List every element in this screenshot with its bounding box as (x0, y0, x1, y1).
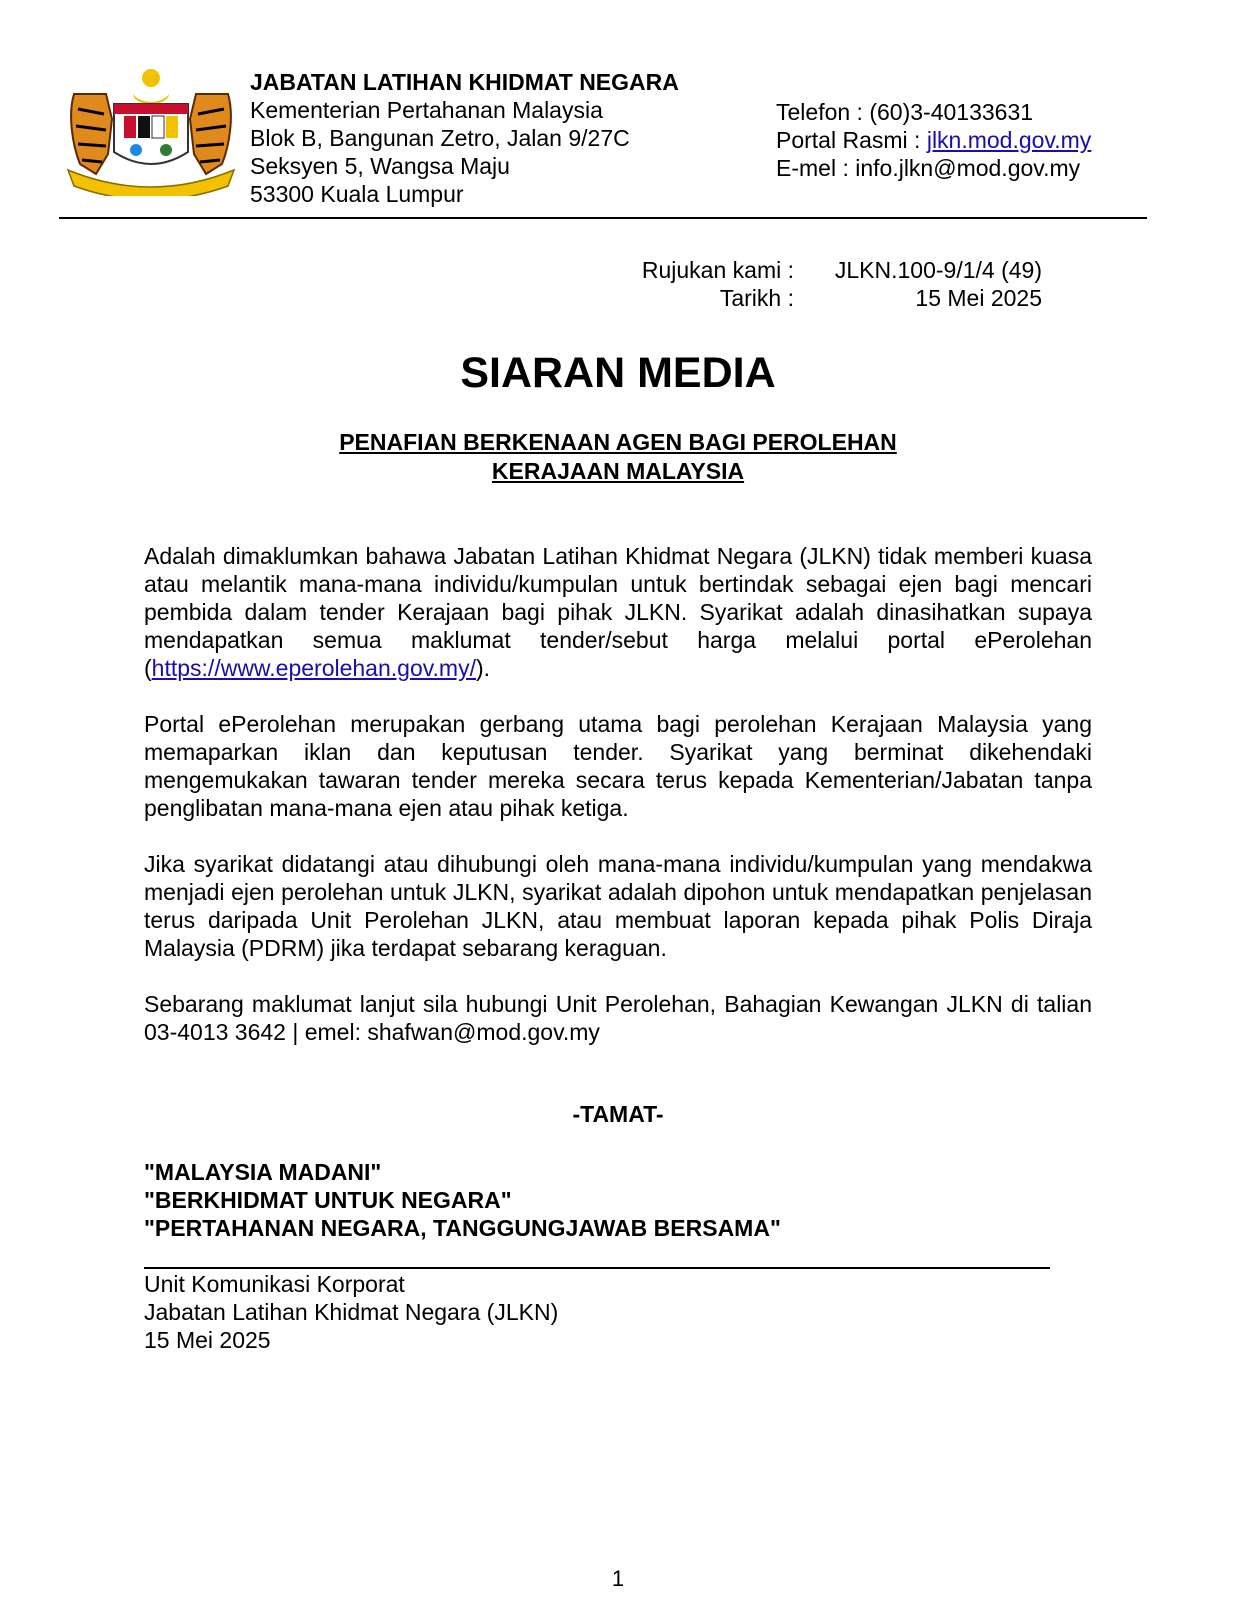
organization-name: JABATAN LATIHAN KHIDMAT NEGARA (250, 69, 679, 95)
email-address: E-mel : info.jlkn@mod.gov.my (776, 155, 1081, 181)
paragraph: Jika syarikat didatangi atau dihubungi oleh mana-mana individu/kumpulan yang mendakwa menjadi ejen perolehan untuk JLKN, syarikat adalah dipohon untuk mendapatkan penjelasan terus daripada Unit Perolehan JLKN, atau membuat laporan kepada pihak Polis Diraja Malaysia (PDRM) jika terdapat sebarang keraguan. (144, 851, 1092, 961)
signature-date: 15 Mei 2025 (144, 1327, 271, 1353)
paragraph-end: ). (475, 655, 491, 681)
coat-of-arms-icon (66, 64, 236, 196)
subtitle-line: KERAJAAN MALAYSIA (491, 458, 745, 484)
page-number: 1 (611, 1566, 625, 1591)
signature-unit: Unit Komunikasi Korporat (144, 1271, 405, 1297)
portal-label: Portal Rasmi : (776, 127, 927, 153)
date-label: Tarikh : (719, 285, 794, 311)
signature-divider (144, 1267, 1050, 1269)
document-subtitle (0, 428, 1236, 486)
address-line: 53300 Kuala Lumpur (250, 181, 464, 207)
subtitle-line: PENAFIAN BERKENAAN AGEN BAGI PEROLEHAN (339, 429, 897, 455)
reference-labels (610, 256, 794, 312)
address-line: Blok B, Bangunan Zetro, Jalan 9/27C (250, 125, 630, 151)
reference-values (806, 256, 1042, 312)
slogans (144, 1158, 781, 1242)
phone-number: Telefon : (60)3-40133631 (776, 99, 1034, 125)
eperolehan-link[interactable]: https://www.eperolehan.gov.my/ (151, 655, 476, 681)
portal-line (776, 126, 1091, 154)
signature-block (144, 1270, 558, 1354)
paragraph (144, 542, 1092, 682)
signature-department: Jabatan Latihan Khidmat Negara (JLKN) (144, 1299, 559, 1325)
contact-info (776, 98, 1091, 182)
date-value: 15 Mei 2025 (915, 285, 1042, 311)
document-title: SIARAN MEDIA (460, 349, 776, 397)
paragraph: Sebarang maklumat lanjut sila hubungi Unit Perolehan, Bahagian Kewangan JLKN di talian 03-4013 3642 | emel: shafwan@mod.gov.my (144, 991, 1092, 1045)
address-line: Seksyen 5, Wangsa Maju (250, 153, 510, 179)
reference-number: JLKN.100-9/1/4 (49) (834, 257, 1042, 283)
paragraph-text: Adalah dimaklumkan bahawa Jabatan Latihan Khidmat Negara (JLKN) tidak memberi kuasa atau melantik mana-mana individu/kumpulan untuk bertindak sebagai ejen bagi mencari pembida dalam tender Kerajaan bagi pihak JLKN. Syarikat adalah dinasihatkan supaya mendapatkan semua maklumat tender/sebut harga melalui portal ePerolehan ( (144, 543, 1092, 681)
slogan: "BERKHIDMAT UNTUK NEGARA" (144, 1187, 512, 1213)
address-line: Kementerian Pertahanan Malaysia (250, 97, 603, 123)
slogan: "PERTAHANAN NEGARA, TANGGUNGJAWAB BERSAMA" (144, 1215, 781, 1241)
portal-link[interactable]: jlkn.mod.gov.my (926, 127, 1092, 153)
header-divider (59, 217, 1147, 219)
organization-address (250, 68, 679, 208)
slogan: "MALAYSIA MADANI" (144, 1159, 382, 1185)
reference-label: Rujukan kami : (641, 257, 794, 283)
end-marker: -TAMAT- (572, 1101, 664, 1127)
paragraph: Portal ePerolehan merupakan gerbang utama bagi perolehan Kerajaan Malaysia yang memaparkan iklan dan keputusan tender. Syarikat yang berminat dikehendaki mengemukakan tawaran tender mereka secara terus kepada Kementerian/Jabatan tanpa penglibatan mana-mana ejen atau pihak ketiga. (144, 711, 1092, 821)
